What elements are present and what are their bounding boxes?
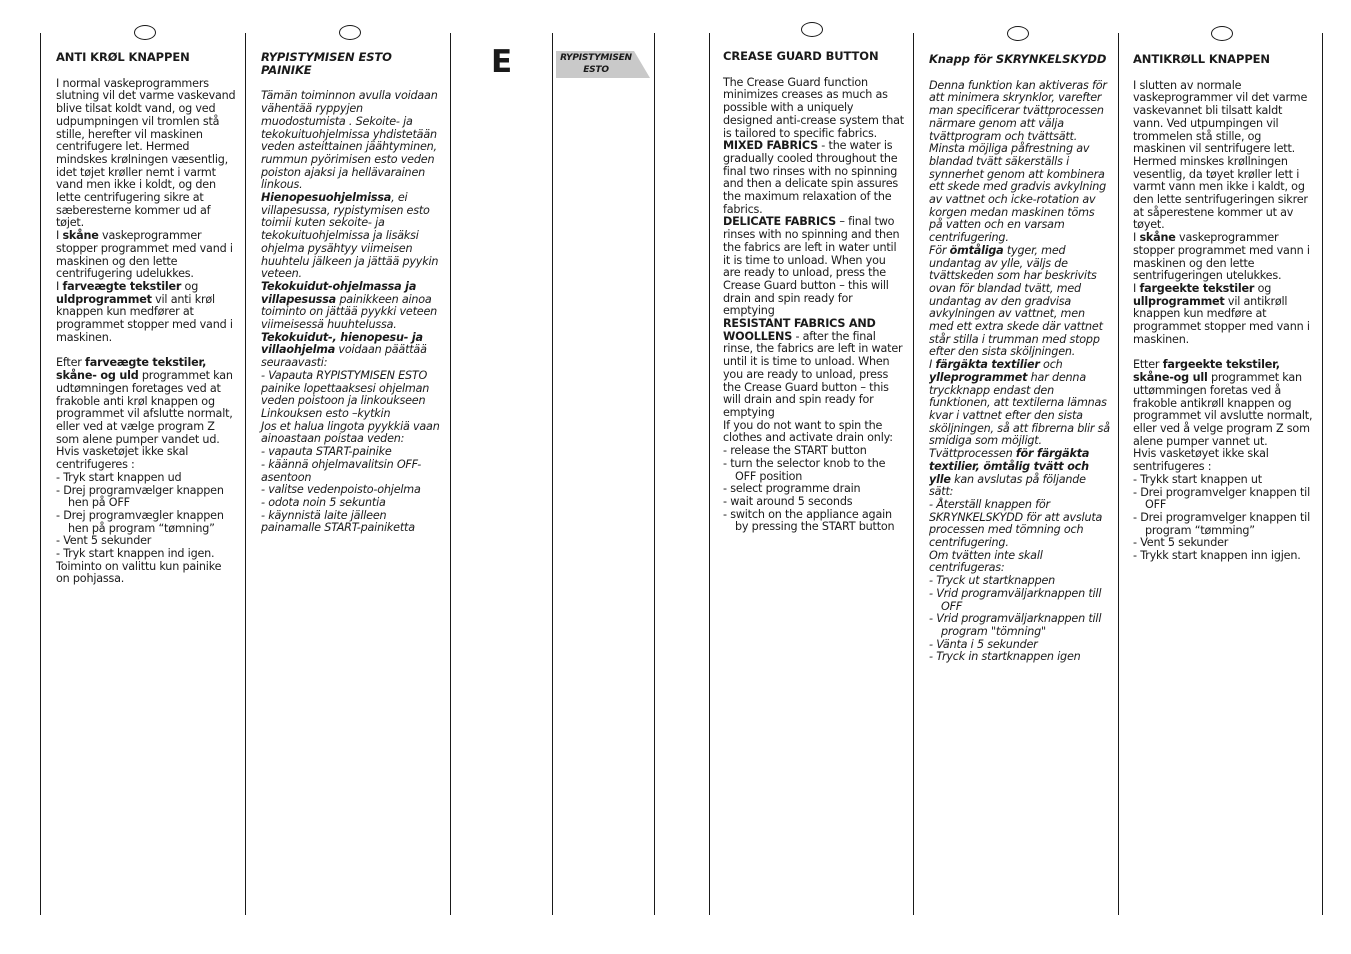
norwegian-paragraph: Hvis vasketøyet ikke skal sentrifugeres : <box>1133 447 1269 474</box>
list-item: - select programme drain <box>723 482 861 496</box>
norwegian-column <box>1133 53 1315 563</box>
column-rule <box>40 33 41 915</box>
danish-column <box>56 51 238 586</box>
section-tab-label: RYPISTYMISEN ESTO <box>560 53 632 75</box>
list-item: - Vrid programväljarknappen till OFF <box>929 586 1102 613</box>
swedish-paragraph: Denna funktion kan aktiveras för att minimera skrynklor, varefter man specificerar tvättprocessen närmare genom att välja tvättprogram och tvättsätt. Minsta möjliga påfrestning av blandad tvätt säkerställs i synnerhet genom att kombinera ett skede med gradvis avkylning av vattnet och icke-rotation av korgen medan maskinen töms på vatten och en varsam centrifugering. <box>929 78 1107 245</box>
swedish-heading: Knapp för SKRYNKELSKYDD <box>929 52 1107 66</box>
flag-oval-icon <box>134 25 156 40</box>
swedish-paragraph: I färgäkta textilier och ylleprogrammet har denna tryckknapp endast den funktionen, att textilerna lämnas kvar i vattnet efter den sista sköljningen, så att fibrerna blir så smidiga som möjligt. <box>929 358 1110 448</box>
english-column <box>723 50 905 534</box>
column-rule <box>450 33 451 915</box>
list-item: - Tryk start knappen ind igen. <box>56 547 215 561</box>
danish-paragraph: Hvis vasketøjet ikke skal centrifugeres : <box>56 445 189 472</box>
flag-oval-icon <box>1007 26 1029 41</box>
flag-oval-icon <box>801 22 823 37</box>
column-rule <box>654 33 655 915</box>
english-paragraph: The Crease Guard function minimizes creases as much as possible with a uniquely designed anti-crease system that is tailored to specific fabrics. <box>723 75 904 140</box>
list-item: - Vent 5 sekunder <box>56 534 152 548</box>
swedish-paragraph: För ömtåliga tyger, med undantag av ylle, väljs de tvättskeden som har beskrivits ovan för blandad tvätt, med undantag av den gradvisa avkylningen av vattnet, men med ett extra skede där vattnet står stilla i trumman med stopp efter den sista sköljningen. <box>929 243 1103 359</box>
danish-paragraph: I skåne vaskeprogrammer stopper programmet med vand i maskinen og den lette centrifugering udelukkes. <box>56 229 233 281</box>
finnish-paragraph: Hienopesuohjelmissa, ei villapesussa, rypistymisen esto toimii kuten sekoite- ja tekokuituohjelmissa ja lisäksi ohjelma pysähtyy viimeisen huuhtelu jälkeen ja jättää pyykin veteen. <box>261 191 439 281</box>
list-item: - Tryck in startknappen igen <box>929 650 1081 664</box>
section-letter: E <box>491 44 513 80</box>
list-item: - Tryck ut startknappen <box>929 574 1056 588</box>
column-rule <box>913 33 914 915</box>
list-item: - Vrid programväljarknappen till program "tömning" <box>929 612 1102 638</box>
danish-paragraph: Efter farveægte tekstiler, skåne- og uld programmet kan udtømningen foretages ved at frakoble anti krøl knappen og programmet vil afslutte normalt, eller ved at vælge program Z som alene pumper vandet ud. <box>56 356 233 446</box>
english-paragraph: If you do not want to spin the clothes and activate drain only: <box>723 418 893 445</box>
english-paragraph: DELICATE FABRICS – final two rinses with no spinning and then the fabrics are left in water until it is time to unload. When you are ready to unload, press the Crease Guard button – this will drain and spin ready for emptying <box>723 215 900 318</box>
list-item: Jos et halua lingota pyykkiä vaan ainoastaan poistaa veden: <box>261 419 440 446</box>
list-item: - valitse vedenpoisto-ohjelma <box>261 483 421 497</box>
list-item: - Vent 5 sekunder <box>1133 536 1229 550</box>
norwegian-paragraph: I skåne vaskeprogrammer stopper programmet med vann i maskinen og den lette sentrifugeringen utelukkes. <box>1133 231 1310 283</box>
norwegian-paragraph: Hermed minskes krøllningen vesentlig, da tøyet krøller lett i varmt vann men ikke i kaldt, og den lette sentrifugeringen sikrer at såperestene kommer ut av tøyet. <box>1133 154 1308 232</box>
swedish-column <box>929 53 1111 664</box>
finnish-paragraph: Tekokuidut-, hienopesu- ja villaohjelma voidaan päättää seuraavasti: <box>261 330 427 370</box>
danish-heading: ANTI KRØL KNAPPEN <box>56 50 190 64</box>
list-item: - Drei programvelger knappen til OFF <box>1133 485 1310 512</box>
swedish-paragraph: Om tvätten inte skall centrifugeras: <box>929 548 1043 575</box>
list-item: - Vapauta RYPISTYMISEN ESTO painike lopettaaksesi ohjelman veden poistoon ja linkoukseen <box>261 368 430 408</box>
norwegian-paragraph: Etter fargeekte tekstiler, skåne-og ull programmet kan uttømmingen foretas ved å frakoble antikrøll knappen og programmet vil avslutte normalt, eller ved å velge program Z som alene pumper vannet ut. <box>1133 358 1313 448</box>
list-item: - Drei programvelger knappen til program “tømming” <box>1133 510 1310 537</box>
english-paragraph: RESISTANT FABRICS AND WOOLLENS - after the final rinse, the fabrics are left in water until it is time to unload. When you are ready to unload, press the Crease Guard button – this will drain and spin ready for emptying <box>723 317 903 419</box>
column-rule <box>1118 33 1119 915</box>
column-rule <box>1322 33 1323 915</box>
swedish-paragraph: Tvättprocessen för färgäkta textilier, ömtålig tvätt och ylle kan avslutas på följande sätt: <box>929 447 1090 499</box>
norwegian-paragraph: I fargeekte tekstiler og ullprogrammet vil antikrøll knappen kun medføre at programmet stopper med vann i maskinen. <box>1133 281 1310 346</box>
list-item: - käynnistä laite jälleen painamalle START-painiketta <box>261 508 415 535</box>
list-item: - Tryk start knappen ud <box>56 470 182 484</box>
column-rule <box>245 33 246 915</box>
english-paragraph: MIXED FABRICS - the water is gradually cooled throughout the final two rinses with no spinning and then a delicate spin assures the maximum relaxation of the fabrics. <box>723 139 899 216</box>
list-item: - käännä ohjelmavalitsin OFF-asentoon <box>261 457 422 484</box>
norwegian-paragraph: I slutten av normale vaskeprogrammer vil det varme vaskevannet bli tilsatt kaldt vann. Ved utpumpingen vil trommelen stå stille, og maskinen vil sentrifugere lett. <box>1133 78 1308 156</box>
flag-oval-icon <box>339 25 361 40</box>
danish-paragraph: Toiminto on valittu kun painike on pohjassa. <box>56 559 222 586</box>
list-item: - vapauta START-painike <box>261 445 392 459</box>
list-item: - Vänta i 5 sekunder <box>929 637 1038 651</box>
column-rule <box>552 33 553 915</box>
finnish-heading: RYPISTYMISEN ESTO PAINIKE <box>261 50 392 77</box>
english-heading: CREASE GUARD BUTTON <box>723 49 879 63</box>
list-item: - Trykk start knappen inn igjen. <box>1133 549 1301 563</box>
swedish-paragraph: - Återställ knappen för SKRYNKELSKYDD för att avsluta processen med tömning och centrifugering. <box>929 497 1103 550</box>
list-item: - Drej programvælger knappen hen på OFF <box>56 483 224 510</box>
flag-oval-icon <box>1211 26 1233 41</box>
list-item: Linkouksen esto –kytkin <box>261 406 391 420</box>
danish-paragraph: I farveægte tekstiler og uldprogrammet vil anti krøl knappen kun medfører at programmet stopper med vand i maskinen. <box>56 279 233 344</box>
list-item: - Trykk start knappen ut <box>1133 472 1262 486</box>
danish-paragraph: I normal vaskeprogrammers slutning vil det varme vaskevand blive tilsat koldt vand, og ved udpumpningen vil tromlen stå stille, herefter vil maskinen centrifugere let. Hermed mindskes krølningen væsentlig, idet tøjet krøller nemt i varmt vand men ikke i koldt, og den lette centrifugering sikre at sæberesterne kommer ud af tøjet. <box>56 76 236 230</box>
finnish-paragraph: Tämän toiminnon avulla voidaan vähentää ryppyjen muodostumista . Sekoite- ja tekokuituohjelmissa yhdistetään veden asteittainen jäähtyminen, rummun pyörimisen esto veden poiston ajaksi ja hellävarainen linkous. <box>261 89 438 192</box>
list-item: - release the START button <box>723 444 867 458</box>
list-item: - Drej programvægler knappen hen på program “tømning” <box>56 508 224 535</box>
list-item: - switch on the appliance again by pressing the START button <box>723 507 895 534</box>
finnish-paragraph: Tekokuidut-ohjelmassa ja villapesussa painikkeen ainoa toiminto on jättää pyykki veteen viimeisessä huuhtelussa. <box>261 279 438 332</box>
list-item: - wait around 5 seconds <box>723 494 853 508</box>
list-item: - turn the selector knob to the OFF position <box>723 456 886 483</box>
list-item: - odota noin 5 sekuntia <box>261 495 386 509</box>
finnish-column <box>261 51 443 535</box>
norwegian-heading: ANTIKRØLL KNAPPEN <box>1133 52 1270 66</box>
column-rule <box>709 33 710 915</box>
